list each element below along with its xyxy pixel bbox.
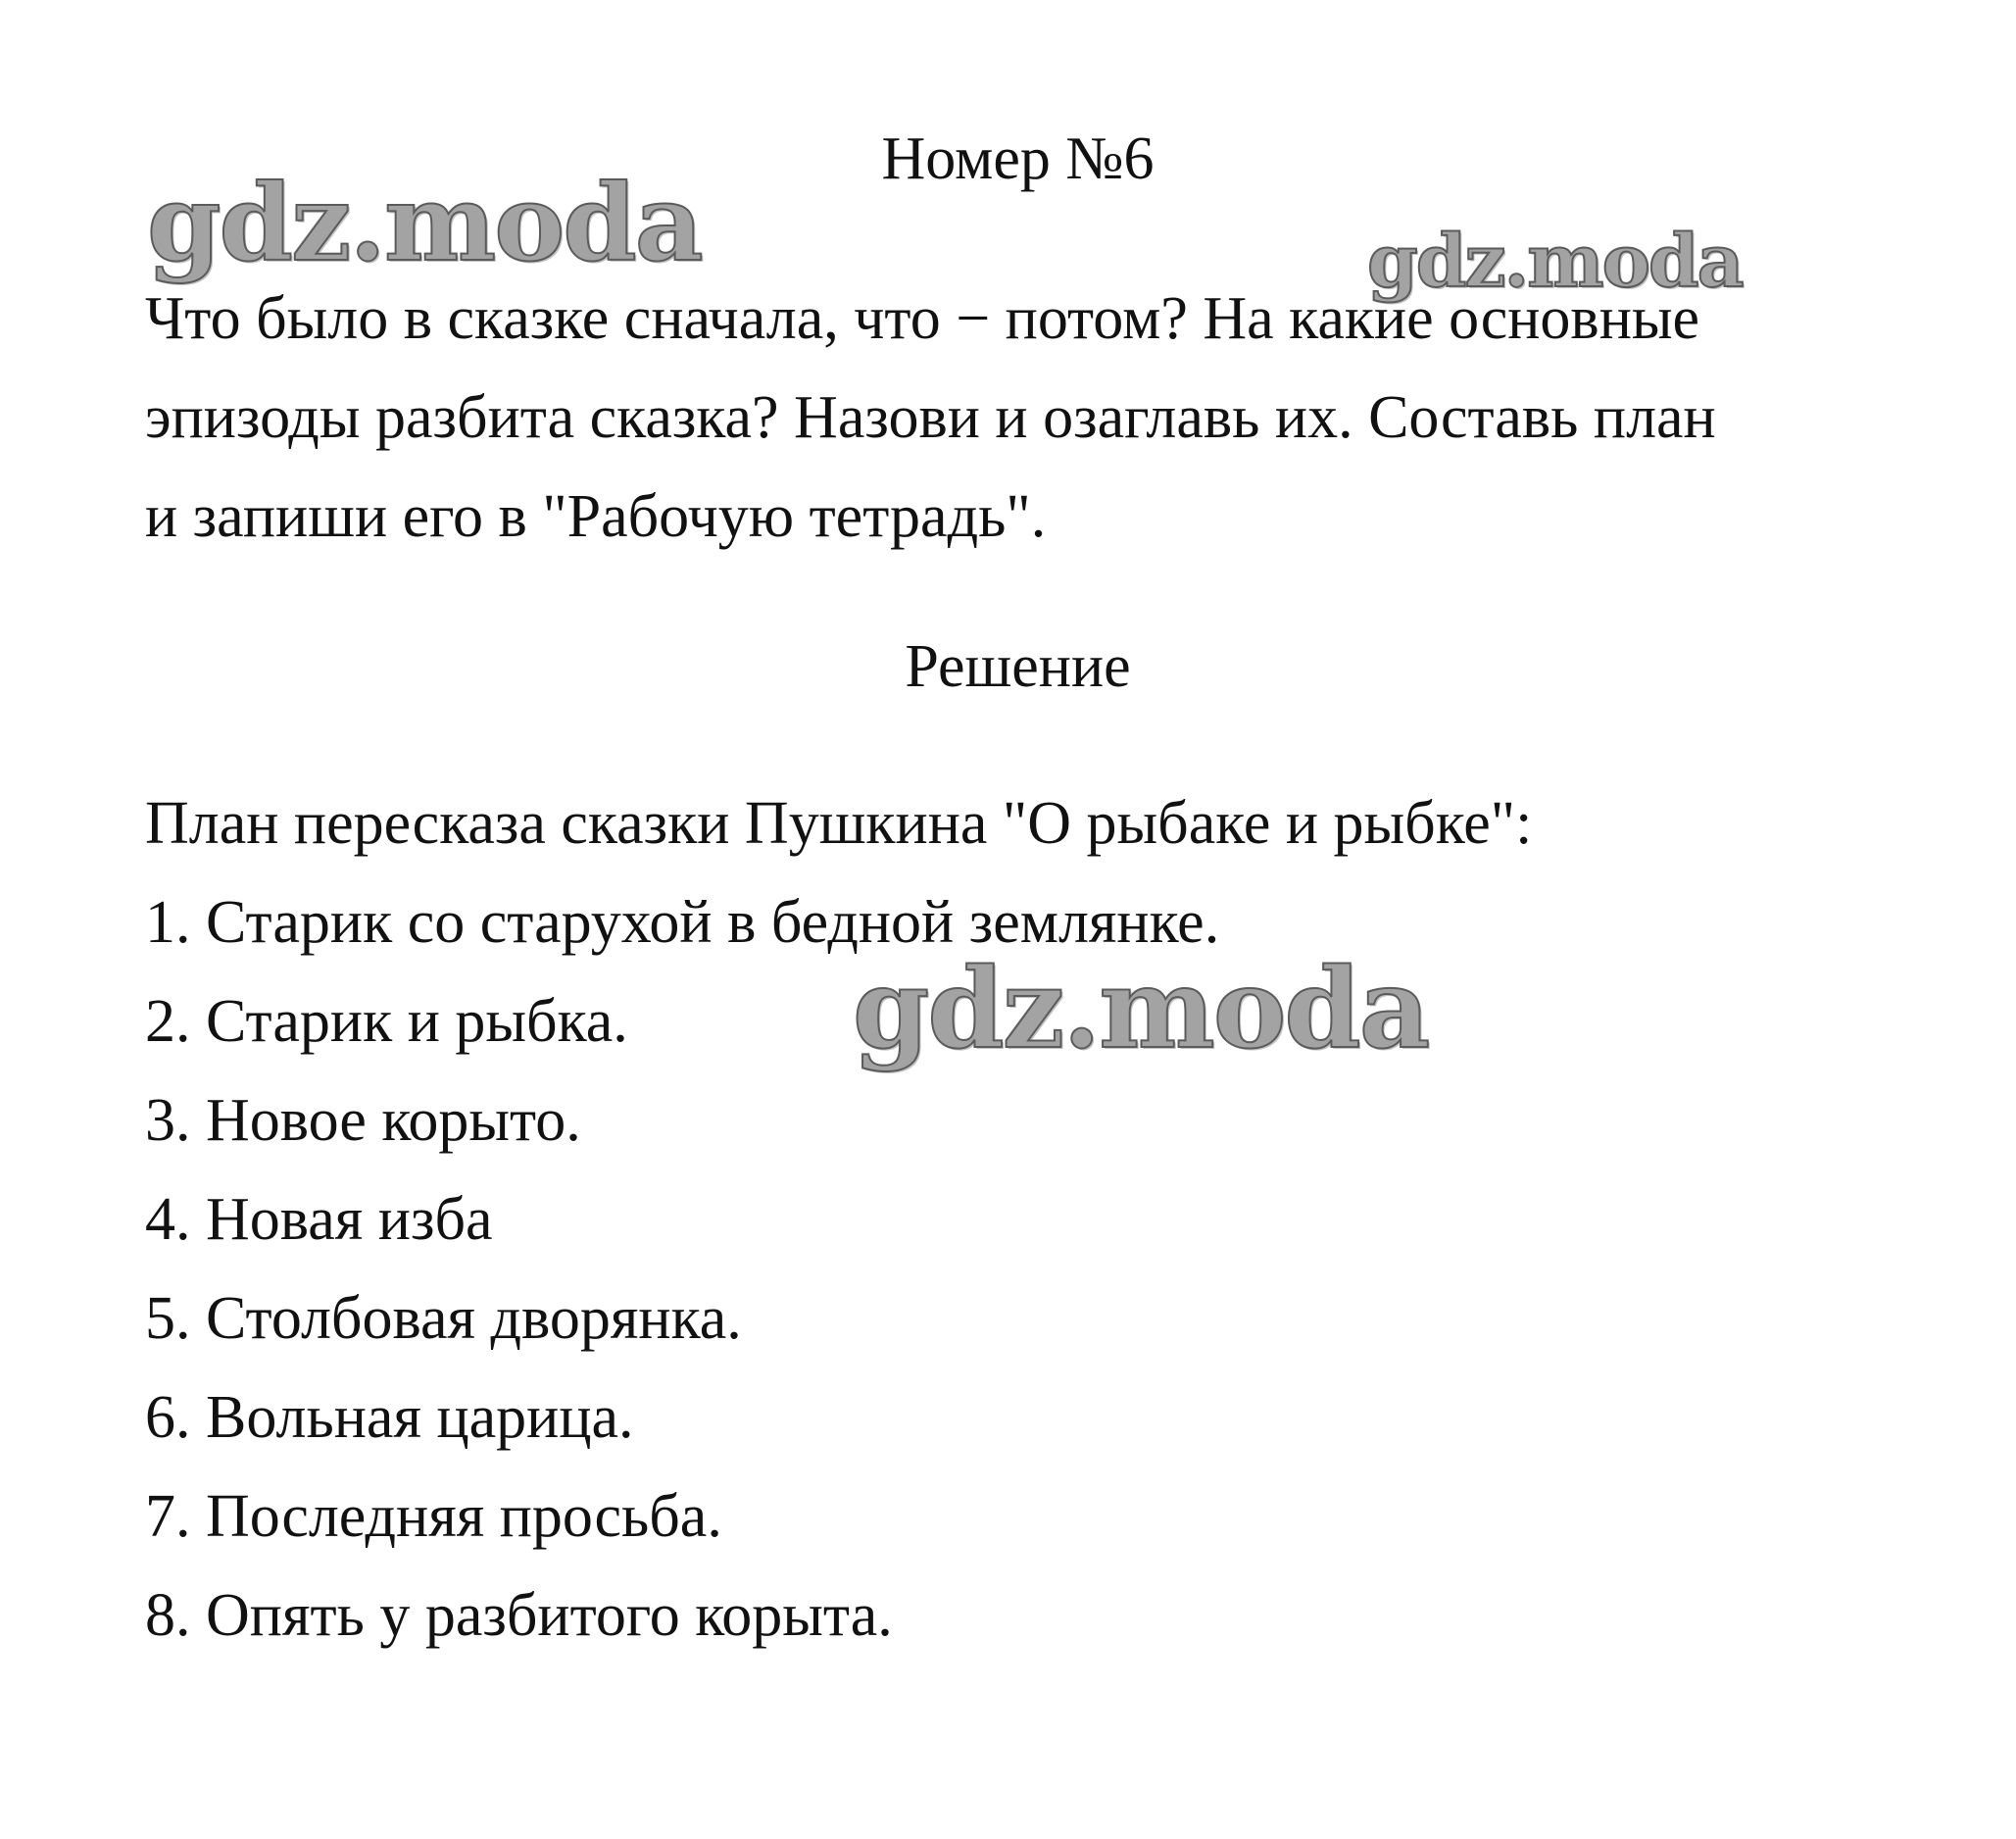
plan-item: 4. Новая изба <box>145 1186 493 1253</box>
page-title: Номер №6 <box>881 125 1155 192</box>
watermark-logo: gdz.moda <box>853 945 1429 1073</box>
plan-item: 5. Столбовая дворянка. <box>145 1285 742 1352</box>
answer-block <box>145 774 1909 1665</box>
plan-item: 7. Последняя просьба. <box>145 1483 722 1550</box>
solution-heading: Решение <box>905 633 1131 700</box>
question-text <box>145 270 1909 567</box>
plan-item: 8. Опять у разбитого корыта. <box>145 1582 893 1649</box>
answer-intro: План пересказа сказки Пушкина "О рыбаке и рыбке": <box>145 790 1533 857</box>
watermark-logo: gdz.moda <box>1367 220 1743 304</box>
question-line: Что было в сказке сначала, что − потом? На какие основные <box>145 285 1700 352</box>
watermark-logo: gdz.moda <box>147 162 702 285</box>
plan-list <box>145 873 1909 1665</box>
plan-item: 6. Вольная царица. <box>145 1384 634 1451</box>
plan-item: 2. Старик и рыбка. <box>145 988 628 1055</box>
question-line: и запиши его в "Рабочую тетрадь". <box>145 483 1047 550</box>
plan-item: 3. Новое корыто. <box>145 1087 581 1154</box>
question-line: эпизоды разбита сказка? Назови и озаглавь их. Составь план <box>145 384 1716 451</box>
plan-item: 1. Старик со старухой в бедной землянке. <box>145 889 1220 956</box>
